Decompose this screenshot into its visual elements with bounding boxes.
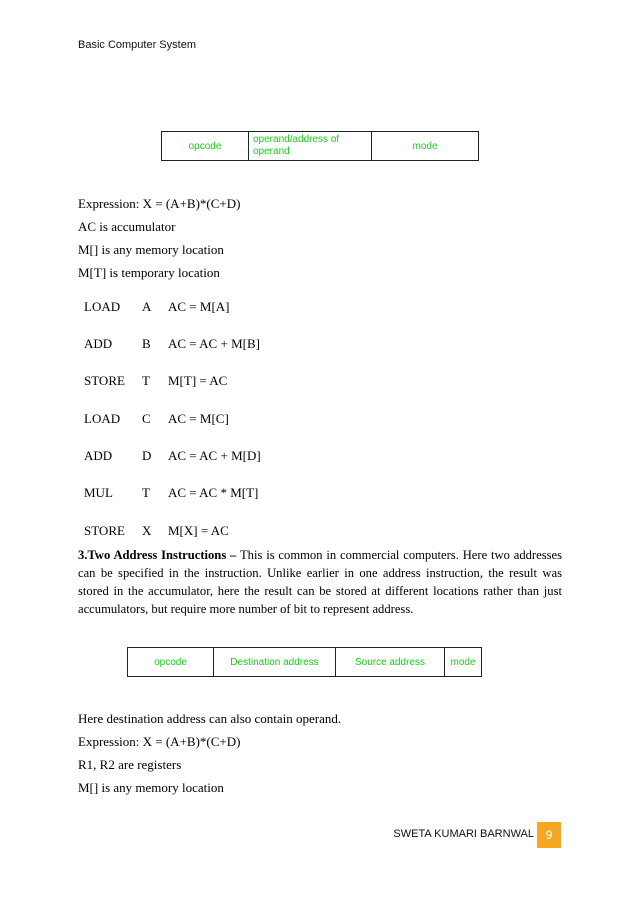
instruction-action: AC = AC * M[T] (168, 485, 259, 500)
page-number-badge: 9 (537, 822, 561, 848)
destination-note: Here destination address can also contain operand. (78, 711, 342, 726)
expression-line: Expression: X = (A+B)*(C+D) (78, 196, 241, 211)
format-field-opcode: opcode (128, 648, 214, 677)
instruction-op: LOAD (84, 411, 121, 426)
instruction-op: ADD (84, 448, 113, 463)
instruction-action: AC = AC + M[D] (168, 448, 261, 463)
note-memory: M[] is any memory location (78, 242, 224, 257)
instruction-arg: B (142, 336, 151, 351)
instruction-arg: A (142, 299, 152, 314)
format-field-destination: Destination address (214, 648, 336, 677)
instruction-arg: T (142, 373, 150, 388)
footer-author: SWETA KUMARI BARNWAL (393, 828, 534, 840)
format-field-opcode: opcode (162, 132, 249, 161)
instruction-arg: X (142, 523, 152, 538)
format-field-operand: operand/address of operand (249, 132, 372, 161)
note-memory: M[] is any memory location (78, 780, 224, 795)
instruction-format-two-address (127, 647, 482, 677)
format-field-mode: mode (445, 648, 482, 677)
instruction-action: M[T] = AC (168, 373, 228, 388)
instruction-format-one-address (161, 131, 479, 161)
instruction-arg: C (142, 411, 151, 426)
instruction-op: STORE (84, 523, 125, 538)
instruction-action: AC = M[A] (168, 299, 230, 314)
instruction-op: ADD (84, 336, 113, 351)
instruction-action: M[X] = AC (168, 523, 229, 538)
instruction-arg: D (142, 448, 152, 463)
instruction-op: LOAD (84, 299, 121, 314)
instruction-op: MUL (84, 485, 113, 500)
note-registers: R1, R2 are registers (78, 757, 182, 772)
note-temporary: M[T] is temporary location (78, 265, 220, 280)
instruction-op: STORE (84, 373, 125, 388)
instruction-arg: T (142, 485, 150, 500)
instruction-action: AC = M[C] (168, 411, 229, 426)
expression-line: Expression: X = (A+B)*(C+D) (78, 734, 241, 749)
format-field-source: Source address (336, 648, 445, 677)
format-field-mode: mode (372, 132, 479, 161)
two-address-paragraph (78, 546, 562, 618)
instruction-action: AC = AC + M[B] (168, 336, 260, 351)
section-body: This is common in commercial computers. Here two addresses can be specified in the instruction. Unlike earlier in one address instruction, the result was stored in the accumulator, here the result can be stored at different locations rather than just accumulators, but require more number of bit to represent address. (78, 548, 562, 616)
section-heading: 3.Two Address Instructions – (78, 548, 237, 562)
note-accumulator: AC is accumulator (78, 219, 176, 234)
page-header: Basic Computer System (78, 39, 196, 51)
